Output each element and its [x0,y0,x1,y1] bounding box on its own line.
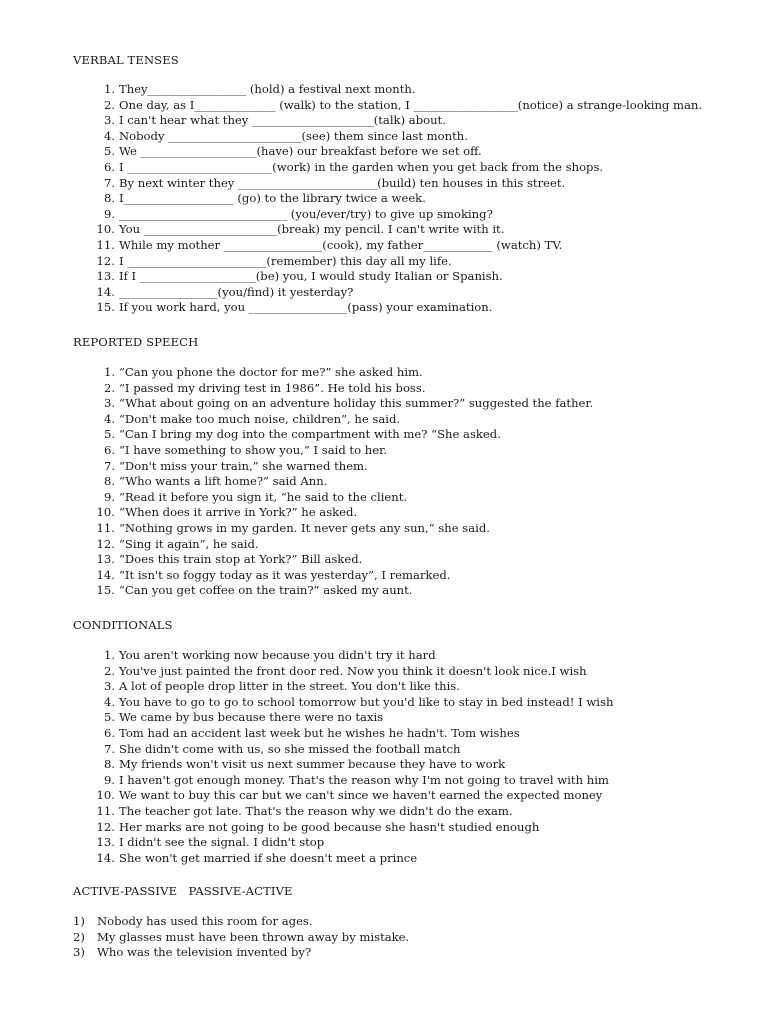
section-heading-verbal-tenses: VERBAL TENSES [73,53,179,67]
list-item: 11. “Nothing grows in my garden. It never gets any sun,” she said. [96,520,490,535]
list-item: 13. If I ____________________(be) you, I would study Italian or Spanish. [96,269,503,284]
list-item: 12. I ________________________(remember) this day all my life. [96,253,452,268]
list-item: 15. “Can you get coffee on the train?” asked my aunt. [96,583,413,598]
list-item: 5. We ____________________(have) our breakfast before we set off. [103,144,482,159]
list-item: 14. “It isn't so foggy today as it was yesterday”, I remarked. [96,567,451,582]
list-item: 2. “I passed my driving test in 1986”. He told his boss. [103,380,426,395]
list-item: 14. _________________(you/find) it yesterday? [96,284,354,299]
list-item: 6. Tom had an accident last week but he wishes he hadn't. Tom wishes [103,725,520,740]
list-item: 2) My glasses must have been thrown away by mistake. [73,929,410,944]
section-heading-active-passive: ACTIVE-PASSIVE PASSIVE-ACTIVE [73,884,293,898]
list-item: 6. I _________________________(work) in the garden when you get back from the shops. [103,159,604,174]
list-item: 10. We want to buy this car but we can't since we haven't earned the expected money [96,788,603,803]
list-item: 9. “Read it before you sign it, “he said to the client. [103,489,408,504]
list-item: 3) Who was the television invented by? [73,945,312,960]
list-item: 12. “Sing it again”, he said. [96,536,259,551]
list-item: 8. “Who wants a lift home?” said Ann. [103,474,328,489]
list-item: 6. “I have something to show you,” I said to her. [103,442,388,457]
list-item: 2. One day, as I______________ (walk) to the station, I __________________(notice) a strange-looking man. [103,97,703,112]
list-item: 1. You aren't working now because you didn't try it hard [103,648,436,662]
list-item: 1. “Can you phone the doctor for me?” she asked him. [103,365,423,379]
list-item: 5. “Can I bring my dog into the compartment with me? “She asked. [103,427,501,442]
list-item: 13. “Does this train stop at York?” Bill asked. [96,552,363,567]
active-passive-list [73,914,753,961]
verbal-tenses-list [73,82,753,316]
list-item: 11. The teacher got late. That's the reason why we didn't do the exam. [96,803,513,818]
list-item: 4. You have to go to go to school tomorrow but you'd like to stay in bed instead! I wish [103,694,614,709]
list-item: 4. Nobody _______________________(see) them since last month. [103,128,468,143]
list-item: 8. My friends won't visit us next summer because they have to work [103,757,506,772]
list-item: 13. I didn't see the signal. I didn't stop [96,835,325,850]
section-heading-conditionals: CONDITIONALS [73,618,173,632]
list-item: 3. A lot of people drop litter in the street. You don't like this. [103,679,460,694]
list-item: 1. They_________________ (hold) a festival next month. [103,82,416,96]
list-item: 7. By next winter they ________________________(build) ten houses in this street. [103,175,566,190]
list-item: 7. She didn't come with us, so she missed the football match [103,741,461,756]
list-item: 8. I___________________ (go) to the library twice a week. [103,191,426,206]
list-item: 9. _____________________________ (you/ever/try) to give up smoking? [103,206,493,221]
conditionals-list [73,648,753,866]
list-item: 12. Her marks are not going to be good because she hasn't studied enough [96,819,540,834]
list-item: 10. You _______________________(break) my pencil. I can't write with it. [96,222,505,237]
reported-speech-list [73,365,753,599]
list-item: 14. She won't get married if she doesn't meet a prince [96,850,418,865]
list-item: 3. “What about going on an adventure holiday this summer?” suggested the father. [103,396,594,411]
list-item: 4. “Don't make too much noise, children”, he said. [103,411,401,426]
list-item: 5. We came by bus because there were no taxis [103,710,384,725]
list-item: 1) Nobody has used this room for ages. [73,914,313,928]
list-item: 15. If you work hard, you _________________(pass) your examination. [96,300,493,315]
list-item: 3. I can't hear what they _____________________(talk) about. [103,113,446,128]
list-item: 2. You've just painted the front door red. Now you think it doesn't look nice.I wish [103,663,587,678]
section-heading-reported-speech: REPORTED SPEECH [73,335,199,349]
list-item: 11. While my mother _________________(cook), my father____________ (watch) TV. [96,237,563,252]
list-item: 7. “Don't miss your train,” she warned them. [103,458,368,473]
list-item: 9. I haven't got enough money. That's the reason why I'm not going to travel with him [103,772,609,787]
list-item: 10. “When does it arrive in York?” he asked. [96,505,358,520]
